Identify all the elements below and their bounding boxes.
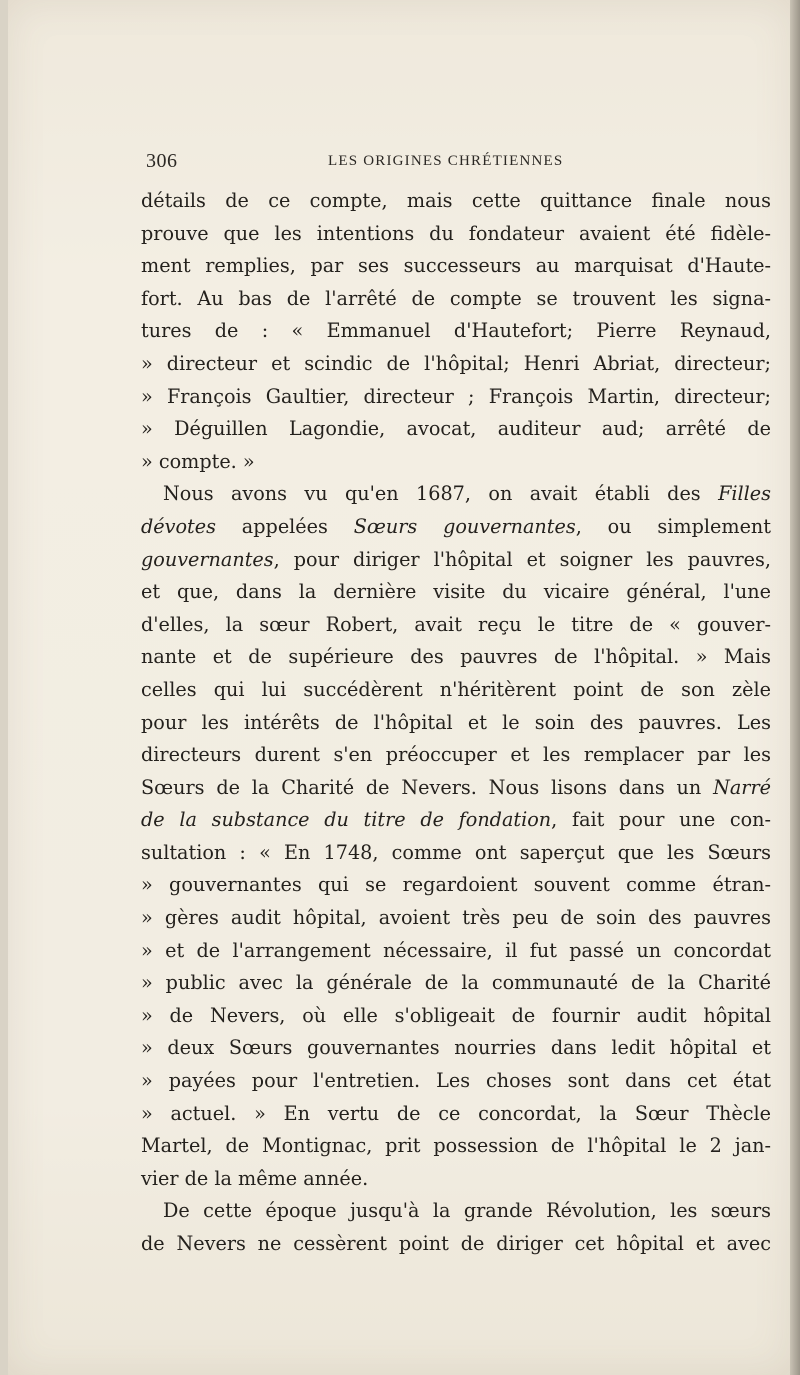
text-line	[141, 413, 771, 446]
text-line	[141, 641, 771, 674]
italic-text: Narré	[713, 775, 771, 799]
text-line	[141, 739, 771, 772]
text-segment: appelées	[215, 514, 354, 538]
text-line	[141, 1000, 771, 1033]
text-segment: » actuel. » En vertu de ce concordat, la Sœur Thècle	[141, 1101, 771, 1125]
text-line	[141, 576, 771, 609]
page-number: 306	[146, 150, 178, 172]
text-segment: directeurs durent s'en préoccuper et les remplacer par les	[141, 743, 771, 767]
text-line	[141, 1098, 771, 1131]
text-segment: sultation : « En 1748, comme ont saperçut que les Sœurs	[141, 840, 771, 864]
text-line	[141, 804, 771, 837]
text-line	[141, 1130, 771, 1163]
text-line	[141, 446, 771, 479]
italic-text: Filles	[718, 482, 771, 506]
text-segment: celles qui lui succédèrent n'héritèrent point de son zèle	[141, 677, 771, 701]
text-line	[141, 1228, 771, 1261]
text-segment: » directeur et scindic de l'hôpital; Henri Abriat, directeur;	[141, 351, 771, 375]
text-segment: fort. Au bas de l'arrêté de compte se trouvent les signa-	[141, 286, 771, 310]
text-segment: ment remplies, par ses successeurs au marquisat d'Haute-	[141, 254, 771, 278]
text-line	[141, 348, 771, 381]
text-segment: de Nevers ne cessèrent point de diriger cet hôpital et avec	[141, 1232, 771, 1255]
text-segment: » Déguillen Lagondie, avocat, auditeur aud; arrêté de	[141, 417, 771, 441]
text-line	[141, 315, 771, 348]
text-line	[141, 218, 771, 251]
text-line	[141, 902, 771, 935]
text-line	[141, 1163, 771, 1196]
running-head: LES ORIGINES CHRÉTIENNES	[328, 153, 564, 169]
text-line	[141, 935, 771, 968]
text-segment: tures de : « Emmanuel d'Hautefort; Pierre Reynaud,	[141, 319, 771, 343]
text-segment: , pour diriger l'hôpital et soigner les pauvres,	[273, 547, 771, 571]
text-segment: nante et de supérieure des pauvres de l'hôpital. » Mais	[141, 645, 771, 669]
text-line	[141, 674, 771, 707]
text-segment: » payées pour l'entretien. Les choses sont dans cet état	[141, 1069, 771, 1093]
text-line	[141, 1065, 771, 1098]
italic-text: de la substance du titre de fondation	[141, 808, 552, 832]
text-segment: vier de la même année.	[141, 1166, 369, 1190]
text-line	[141, 837, 771, 870]
text-segment: Nous avons vu qu'en 1687, on avait établi des	[163, 482, 719, 506]
text-segment: détails de ce compte, mais cette quittance finale nous	[141, 189, 771, 212]
text-segment: et que, dans la dernière visite du vicaire général, l'une	[141, 580, 771, 604]
text-line	[141, 609, 771, 642]
text-segment: De cette époque jusqu'à la grande Révolution, les sœurs	[163, 1199, 771, 1223]
text-line	[141, 772, 771, 805]
book-page	[8, 0, 792, 1375]
text-line	[141, 967, 771, 1000]
text-line	[141, 381, 771, 414]
body-text	[141, 185, 771, 1261]
text-segment: prouve que les intentions du fondateur avaient été fidèle-	[141, 221, 771, 245]
italic-text: dévotes	[141, 514, 216, 538]
text-segment: » gères audit hôpital, avoient très peu de soin des pauvres	[141, 906, 771, 930]
text-segment: » de Nevers, où elle s'obligeait de fournir audit hôpital	[141, 1003, 771, 1027]
text-line	[141, 478, 771, 511]
text-segment: » compte. »	[141, 449, 255, 473]
text-segment: Martel, de Montignac, prit possession de l'hôpital le 2 jan-	[141, 1134, 771, 1158]
text-line	[141, 250, 771, 283]
text-line	[141, 544, 771, 577]
text-segment: » public avec la générale de la communauté de la Charité	[141, 971, 771, 995]
text-segment: d'elles, la sœur Robert, avait reçu le titre de « gouver-	[141, 612, 771, 636]
text-segment: pour les intérêts de l'hôpital et le soin des pauvres. Les	[141, 710, 771, 734]
text-line	[141, 707, 771, 740]
text-line	[141, 1195, 771, 1228]
page-header	[146, 150, 770, 178]
text-segment: » et de l'arrangement nécessaire, il fut passé un concordat	[141, 938, 771, 962]
text-segment: » gouvernantes qui se regardoient souvent comme étran-	[141, 873, 771, 897]
text-segment: » deux Sœurs gouvernantes nourries dans ledit hôpital et	[141, 1036, 771, 1060]
text-line	[141, 1032, 771, 1065]
page-edge-shadow	[790, 0, 800, 1375]
text-line	[141, 185, 771, 218]
italic-text: gouvernantes	[141, 547, 274, 571]
text-line	[141, 511, 771, 544]
text-line	[141, 283, 771, 316]
text-segment: , fait pour une con-	[551, 808, 771, 832]
text-segment: , ou simplement	[575, 514, 771, 538]
text-line	[141, 869, 771, 902]
italic-text: Sœurs gouvernantes	[353, 514, 576, 538]
text-segment: Sœurs de la Charité de Nevers. Nous lisons dans un	[141, 775, 714, 799]
text-segment: » François Gaultier, directeur ; François Martin, directeur;	[141, 384, 771, 408]
